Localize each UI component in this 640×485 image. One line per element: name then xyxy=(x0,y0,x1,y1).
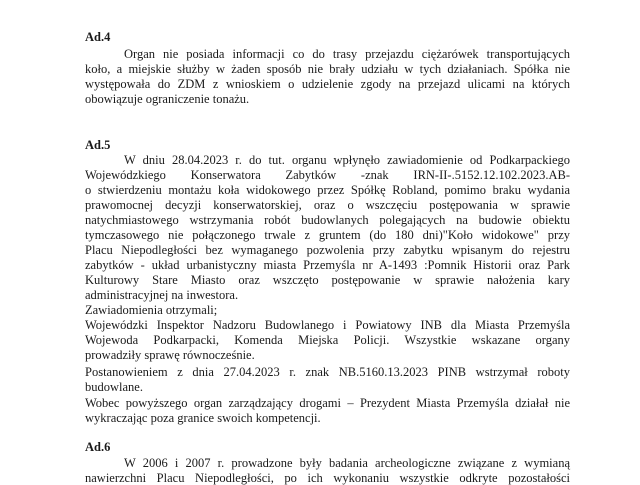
ad5-line-12: Wojewódzki Inspektor Nadzoru Budowlanego i Powiatowy INB dla Miasta Przemyśla xyxy=(85,318,570,332)
ad5-line-9: Kulturowy Stare Miasto oraz wszczęto postępowanie w sprawie nałożenia kary xyxy=(85,273,570,287)
ad5-line-11: Zawiadomienia otrzymali; xyxy=(85,303,218,317)
ad5-line-10: administracyjnej na inwestora. xyxy=(85,288,239,302)
ad6-line-2: nawierzchni Placu Niepodległości, po ich wykonaniu wszystkie odkryte pozostałości xyxy=(85,471,570,485)
ad4-line-3: występowała do ZDM z wnioskiem o udzielenie zgody na przejazd ulicami na których xyxy=(85,77,570,91)
section-title-ad5: Ad.5 xyxy=(85,138,111,152)
ad5-line-6: tymczasowego nie połączonego trwale z gruntem (do 180 dni)"Koło widokowe" przy xyxy=(85,228,570,242)
ad5-line-5: natychmiastowego wstrzymania robót budowlanych polegających na budowie obiektu xyxy=(85,213,570,227)
ad5-line-14: prowadziły sprawę równocześnie. xyxy=(85,348,255,362)
ad5-line-1: W dniu 28.04.2023 r. do tut. organu wpłynęło zawiadomienie od Podkarpackiego xyxy=(124,153,570,167)
ad4-line-1: Organ nie posiada informacji co do trasy przejazdu ciężarówek transportujących xyxy=(124,47,570,61)
ad5-line-8: zabytków - układ urbanistyczny miasta Przemyśla nr A-1493 :Pomnik Historii oraz Park xyxy=(85,258,570,272)
ad5-line-7: Placu Niepodległości bez wymaganego pozwolenia przy zabytku wpisanym do rejestru xyxy=(85,243,570,257)
ad4-line-2: koło, a miejskie służby w żaden sposób nie brały udziału w tych działaniach. Spółka nie xyxy=(85,62,570,76)
ad5-line-18: wykraczając poza granice swoich kompetencji. xyxy=(85,411,321,425)
section-title-ad6: Ad.6 xyxy=(85,440,111,454)
ad5-line-13: Wojewoda Podkarpacki, Komenda Miejska Policji. Wszystkie wskazane organy xyxy=(85,333,570,347)
ad5-line-17: Wobec powyższego organ zarządzający drogami – Prezydent Miasta Przemyśla działał nie xyxy=(85,396,570,410)
section-title-ad4: Ad.4 xyxy=(85,30,111,44)
ad6-line-1: W 2006 i 2007 r. prowadzone były badania archeologiczne związane z wymianą xyxy=(124,456,570,470)
ad5-line-3: o stwierdzeniu montażu koła widokowego przez Spółkę Robland, pomimo braku wydania xyxy=(85,183,570,197)
ad4-line-4: obowiązuje ograniczenie tonażu. xyxy=(85,92,250,106)
ad5-line-16: budowlane. xyxy=(85,380,143,394)
ad5-line-4: prawomocnej decyzji konserwatorskiej, oraz o wszczęciu postępowania w sprawie xyxy=(85,198,570,212)
ad5-line-2: Wojewódzkiego Konserwatora Zabytków -znak IRN-II-.5152.12.102.2023.AB- xyxy=(85,168,570,182)
ad5-line-15: Postanowieniem z dnia 27.04.2023 r. znak NB.5160.13.2023 PINB wstrzymał roboty xyxy=(85,365,570,379)
